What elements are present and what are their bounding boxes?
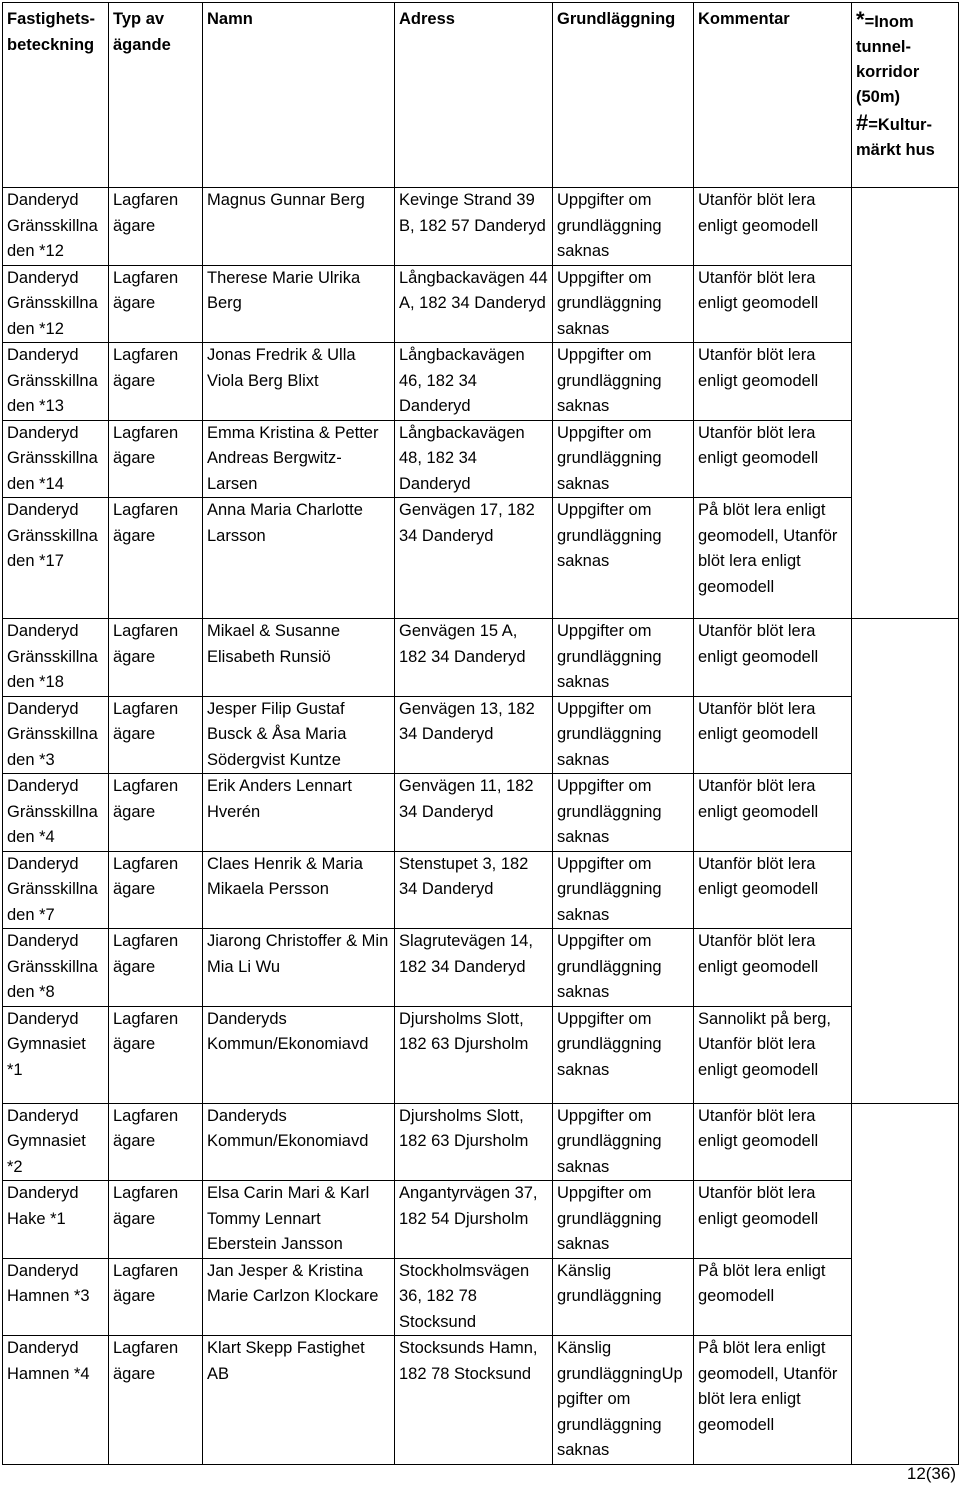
cell-fastighet: Danderyd Hake *1 <box>3 1181 109 1259</box>
cell-typ: Lagfaren ägare <box>109 1181 203 1259</box>
cell-namn: Erik Anders Lennart Hverén <box>203 774 395 852</box>
cell-namn: Jan Jesper & Kristina Marie Carlzon Klockare <box>203 1258 395 1336</box>
cell-kommentar: På blöt lera enligt geomodell, Utanför blöt lera enligt geomodell <box>694 1336 852 1465</box>
cell-grund: Uppgifter om grundläggning saknas <box>553 929 694 1007</box>
table-row <box>3 420 959 498</box>
cell-fastighet: Danderyd Gränsskillna den *13 <box>3 343 109 421</box>
cell-namn: Danderyds Kommun/Ekonomiavd <box>203 1103 395 1181</box>
cell-fastighet: Danderyd Gymnasiet *1 <box>3 1006 109 1103</box>
page-number: 12(36) <box>906 1464 956 1483</box>
cell-adress: Angantyrvägen 37, 182 54 Djursholm <box>395 1181 553 1259</box>
cell-typ: Lagfaren ägare <box>109 343 203 421</box>
header-legend-note <box>852 3 959 188</box>
cell-kommentar: Sannolikt på berg, Utanför blöt lera enligt geomodell <box>694 1006 852 1103</box>
cell-typ: Lagfaren ägare <box>109 619 203 697</box>
cell-adress: Djursholms Slott, 182 63 Djursholm <box>395 1103 553 1181</box>
cell-typ: Lagfaren ägare <box>109 774 203 852</box>
cell-kommentar: Utanför blöt lera enligt geomodell <box>694 188 852 266</box>
cell-kommentar: Utanför blöt lera enligt geomodell <box>694 619 852 697</box>
table-row <box>3 1103 959 1181</box>
cell-adress: Långbackavägen 46, 182 34 Danderyd <box>395 343 553 421</box>
cell-grund: Uppgifter om grundläggning saknas <box>553 343 694 421</box>
legend-column-cell <box>852 619 959 1104</box>
cell-kommentar: Utanför blöt lera enligt geomodell <box>694 420 852 498</box>
cell-typ: Lagfaren ägare <box>109 498 203 619</box>
cell-namn: Magnus Gunnar Berg <box>203 188 395 266</box>
table-row <box>3 1336 959 1465</box>
table-body <box>3 188 959 1465</box>
cell-fastighet: Danderyd Gränsskillna den *8 <box>3 929 109 1007</box>
cell-fastighet: Danderyd Gränsskillna den *12 <box>3 188 109 266</box>
cell-typ: Lagfaren ägare <box>109 1336 203 1465</box>
cell-kommentar: På blöt lera enligt geomodell, Utanför blöt lera enligt geomodell <box>694 498 852 619</box>
cell-namn: Jonas Fredrik & Ulla Viola Berg Blixt <box>203 343 395 421</box>
cell-fastighet: Danderyd Hamnen *4 <box>3 1336 109 1465</box>
star-legend-text: =Inom tunnel-korridor (50m) <box>856 13 920 106</box>
cell-adress: Djursholms Slott, 182 63 Djursholm <box>395 1006 553 1103</box>
table-row <box>3 1181 959 1259</box>
cell-grund: Uppgifter om grundläggning saknas <box>553 851 694 929</box>
cell-typ: Lagfaren ägare <box>109 1258 203 1336</box>
header-grundlaggning: Grundläggning <box>553 3 694 188</box>
cell-typ: Lagfaren ägare <box>109 696 203 774</box>
cell-namn: Therese Marie Ulrika Berg <box>203 265 395 343</box>
cell-kommentar: Utanför blöt lera enligt geomodell <box>694 929 852 1007</box>
cell-fastighet: Danderyd Hamnen *3 <box>3 1258 109 1336</box>
cell-adress: Kevinge Strand 39 B, 182 57 Danderyd <box>395 188 553 266</box>
table-row <box>3 1006 959 1103</box>
cell-fastighet: Danderyd Gränsskillna den *18 <box>3 619 109 697</box>
cell-kommentar: På blöt lera enligt geomodell <box>694 1258 852 1336</box>
hash-legend-text: =Kultur-märkt hus <box>856 116 935 159</box>
header-namn: Namn <box>203 3 395 188</box>
cell-grund: Uppgifter om grundläggning saknas <box>553 619 694 697</box>
legend-column-cell <box>852 1103 959 1464</box>
cell-namn: Jiarong Christoffer & Min Mia Li Wu <box>203 929 395 1007</box>
header-row <box>3 3 959 188</box>
cell-fastighet: Danderyd Gränsskillna den *12 <box>3 265 109 343</box>
legend-column-cell <box>852 188 959 619</box>
cell-grund: Uppgifter om grundläggning saknas <box>553 498 694 619</box>
cell-grund: Uppgifter om grundläggning saknas <box>553 696 694 774</box>
cell-fastighet: Danderyd Gränsskillna den *4 <box>3 774 109 852</box>
header-adress: Adress <box>395 3 553 188</box>
cell-kommentar: Utanför blöt lera enligt geomodell <box>694 343 852 421</box>
cell-typ: Lagfaren ägare <box>109 929 203 1007</box>
cell-namn: Anna Maria Charlotte Larsson <box>203 498 395 619</box>
cell-adress: Långbackavägen 48, 182 34 Danderyd <box>395 420 553 498</box>
table-row <box>3 265 959 343</box>
star-symbol: * <box>856 7 865 32</box>
hash-symbol: # <box>856 110 869 135</box>
cell-adress: Långbackavägen 44 A, 182 34 Danderyd <box>395 265 553 343</box>
cell-grund: Uppgifter om grundläggning saknas <box>553 1181 694 1259</box>
table-row <box>3 1258 959 1336</box>
cell-fastighet: Danderyd Gymnasiet *2 <box>3 1103 109 1181</box>
cell-kommentar: Utanför blöt lera enligt geomodell <box>694 265 852 343</box>
cell-adress: Slagrutevägen 14, 182 34 Danderyd <box>395 929 553 1007</box>
cell-fastighet: Danderyd Gränsskillna den *17 <box>3 498 109 619</box>
property-table <box>2 2 959 1465</box>
cell-grund: Uppgifter om grundläggning saknas <box>553 188 694 266</box>
table-row <box>3 696 959 774</box>
cell-grund: Känslig grundläggningUppgifter om grundläggning saknas <box>553 1336 694 1465</box>
cell-adress: Stenstupet 3, 182 34 Danderyd <box>395 851 553 929</box>
cell-grund: Uppgifter om grundläggning saknas <box>553 774 694 852</box>
cell-adress: Genvägen 11, 182 34 Danderyd <box>395 774 553 852</box>
cell-adress: Genvägen 13, 182 34 Danderyd <box>395 696 553 774</box>
cell-namn: Jesper Filip Gustaf Busck & Åsa Maria Södergvist Kuntze <box>203 696 395 774</box>
header-typ-av-agande: Typ av ägande <box>109 3 203 188</box>
cell-typ: Lagfaren ägare <box>109 1103 203 1181</box>
cell-typ: Lagfaren ägare <box>109 188 203 266</box>
cell-adress: Genvägen 15 A, 182 34 Danderyd <box>395 619 553 697</box>
cell-typ: Lagfaren ägare <box>109 851 203 929</box>
cell-namn: Klart Skepp Fastighet AB <box>203 1336 395 1465</box>
table-row <box>3 188 959 266</box>
cell-typ: Lagfaren ägare <box>109 420 203 498</box>
cell-fastighet: Danderyd Gränsskillna den *7 <box>3 851 109 929</box>
cell-typ: Lagfaren ägare <box>109 1006 203 1103</box>
header-kommentar: Kommentar <box>694 3 852 188</box>
cell-kommentar: Utanför blöt lera enligt geomodell <box>694 851 852 929</box>
cell-typ: Lagfaren ägare <box>109 265 203 343</box>
cell-kommentar: Utanför blöt lera enligt geomodell <box>694 1181 852 1259</box>
cell-namn: Elsa Carin Mari & Karl Tommy Lennart Eberstein Jansson <box>203 1181 395 1259</box>
cell-namn: Danderyds Kommun/Ekonomiavd <box>203 1006 395 1103</box>
cell-adress: Stocksunds Hamn, 182 78 Stocksund <box>395 1336 553 1465</box>
table-row <box>3 498 959 619</box>
table-row <box>3 851 959 929</box>
cell-adress: Genvägen 17, 182 34 Danderyd <box>395 498 553 619</box>
table-row <box>3 343 959 421</box>
cell-grund: Uppgifter om grundläggning saknas <box>553 1006 694 1103</box>
cell-grund: Uppgifter om grundläggning saknas <box>553 1103 694 1181</box>
cell-fastighet: Danderyd Gränsskillna den *3 <box>3 696 109 774</box>
cell-kommentar: Utanför blöt lera enligt geomodell <box>694 774 852 852</box>
cell-grund: Uppgifter om grundläggning saknas <box>553 265 694 343</box>
cell-fastighet: Danderyd Gränsskillna den *14 <box>3 420 109 498</box>
header-fastighetsbeteckning: Fastighets- beteckning <box>3 3 109 188</box>
cell-namn: Emma Kristina & Petter Andreas Bergwitz-Larsen <box>203 420 395 498</box>
cell-kommentar: Utanför blöt lera enligt geomodell <box>694 1103 852 1181</box>
table-row <box>3 619 959 697</box>
cell-grund: Uppgifter om grundläggning saknas <box>553 420 694 498</box>
cell-namn: Claes Henrik & Maria Mikaela Persson <box>203 851 395 929</box>
cell-kommentar: Utanför blöt lera enligt geomodell <box>694 696 852 774</box>
cell-adress: Stockholmsvägen 36, 182 78 Stocksund <box>395 1258 553 1336</box>
cell-namn: Mikael & Susanne Elisabeth Runsiö <box>203 619 395 697</box>
cell-grund: Känslig grundläggning <box>553 1258 694 1336</box>
table-row <box>3 929 959 1007</box>
table-row <box>3 774 959 852</box>
